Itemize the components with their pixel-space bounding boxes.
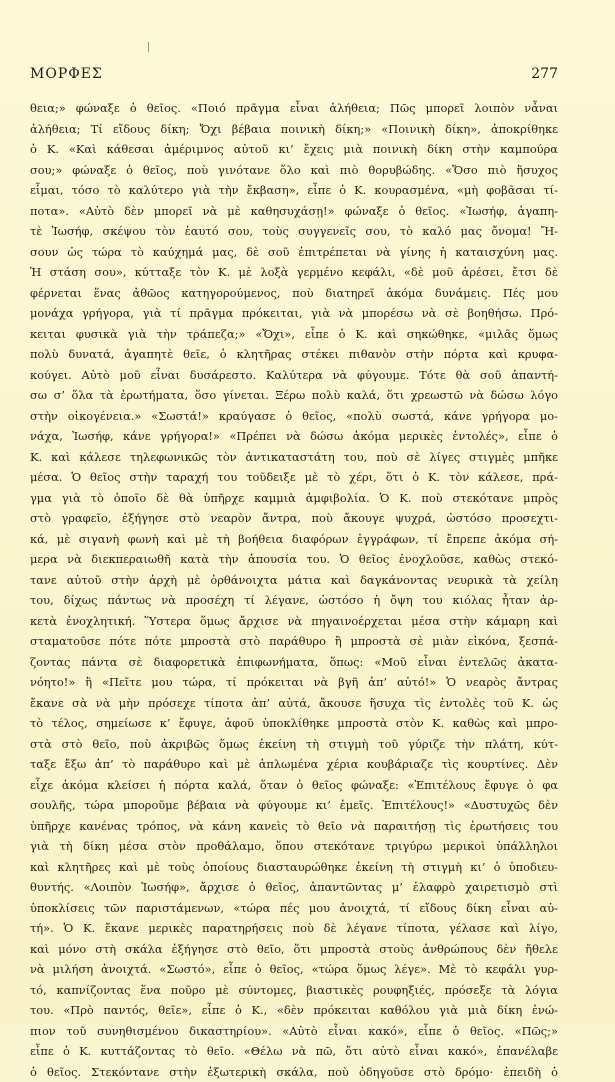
text-line: ὑποκλίσεις τῶν παριστάμενων, «τώρα πές μου ἀνοιχτά, τί εἴδους δίκη εἶναι αὐ- [30,898,558,919]
text-line: φέρνεται ἕνας ἀθῶος κατηγορούμενος, ποὺ διατηρεῖ ἀκόμα δυνάμεις. Πές μου [30,283,558,304]
text-line: τανε αὐτοῦ στὴν ἀρχὴ μὲ ὀρθάνοιχτα μάτια καὶ δαγκάνοντας νευρικὰ τὰ χείλη [30,570,558,591]
text-line: ἔκανε σὰ νὰ μὴν πρόσεχε τίποτα ἀπ’ αὐτά, ἄκουσε ἥσυχα τὶς ἐντολὲς τοῦ Κ. ὡς [30,693,558,714]
text-line: του, δίχως πάντως νὰ προσέχη τί λέγανε, ὡστόσο ἡ ὄψη του κιόλας ἦταν ἀρ- [30,590,558,611]
text-line: νὰ μιλήση ἀνοιχτά. «Σωστό», εἶπε ὁ θεῖος, «τώρα ὅμως λέγε». Μὲ τὸ κεφάλι γυρ- [30,959,558,980]
text-line: τή». Ὁ Κ. ἔκανε μερικὲς παρατηρήσεις ποὺ δὲ λέγανε τίποτα, γέλασε καὶ λίγο, [30,918,558,939]
text-line: κετὰ ἐνοχλητική. Ὕστερα ὅμως ἄρχισε νὰ πηγαινοέρχεται μέσα στὴν κάμαρη καὶ [30,611,558,632]
text-line: σταματοῦσε πότε πότε μπροστὰ στὸ παράθυρο ἢ μπροστὰ σὲ μιὰν εἰκόνα, ξεσπά- [30,631,558,652]
text-line: νάχα, Ἰωσήφ, κάνε γρήγορα!» «Πρέπει νὰ δώσω ἀκόμα μερικὲς ἐντολές», εἶπε ὁ [30,426,558,447]
text-line: θεια;» φώναξε ὁ θεῖος. «Ποιό πρᾶγμα εἶναι ἀλήθεια; Πῶς μπορεῖ λοιπὸν νἆναι [30,98,558,119]
text-line: σουν ὡς τώρα τὸ καύχημά μας, δὲ σοῦ ἐπιτρέπεται νὰ γίνης ἡ καταισχύνη μας. [30,242,558,263]
text-line: πολὺ δυνατά, ἀγαπητὲ θεῖε, ὁ κλητῆρας στέκει πιθανὸν στὴν πόρτα καὶ κρυφα- [30,344,558,365]
text-line: στὰ στὸ θεῖο, ποὺ ἀκριβῶς ὅμως ἐκείνη τὴ στιγμὴ τοῦ γύριζε τὴν πλάτη, κύτ- [30,734,558,755]
text-line: κά, μὲ σιγανὴ φωνὴ καὶ μὲ τὴ βοήθεια διαφόρων ἐγγράφων, τί ἔπρεπε ἀκόμα σή- [30,529,558,550]
text-line: ἀλήθεια; Τί εἴδους δίκη; Ὄχι βέβαια ποινικὴ δίκη;» «Ποινικὴ δίκη», ἀποκρίθηκε [30,119,558,140]
text-line: κούγει. Αὐτὸ μοῦ εἶναι δυσάρεστο. Καλύτερα νὰ φύγουμε. Τότε θὰ σοῦ ἀπαντή- [30,365,558,386]
text-line: ποτα». «Αὐτὸ δὲν μπορεῖ νὰ μὲ καθησυχάσῃ!» φώναξε ὁ θεῖος. «Ἰωσήφ, ἀγαπη- [30,201,558,222]
text-line: Ἡ στάση σου», κύτταξε τὸν Κ. μὲ λοξὰ γερμένο κεφάλι, «δὲ μοῦ ἀρέσει, ἔτσι δὲ [30,262,558,283]
text-line: ὁ θεῖος. Στεκόντανε στὴν ἐξωτερικὴ σκάλα, ποὺ ὁδηγοῦσε στὸ δρόμο· ἐπειδὴ ὁ [30,1062,558,1082]
text-line: ταξε ἔξω ἀπ’ τὸ παράθυρο καὶ μὲ ἁπλωμένα χέρια κουβάριαζε τὶς κουρτίνες. Δὲν [30,754,558,775]
text-line: σου;» φώναξε ὁ θεῖος, ποὺ γινότανε ὅλο καὶ πιὸ θορυβώδης. «Ὅσο πιὸ ἥσυχος [30,160,558,181]
text-line: εἶμαι, τόσο τὸ καλύτερο γιὰ τὴν ἔκβαση», εἶπε ὁ Κ. κουρασμένα, «μὴ φοβᾶσαι τί- [30,180,558,201]
running-title: ΜΟΡΦΕΣ [30,66,103,82]
body-text [30,98,558,1082]
text-line: ὁ Κ. «Καὶ κάθεσαι ἀμέριμνος αὐτοῦ κι’ ἔχεις μιὰ ποινικὴ δίκη στὴν καμπούρα [30,139,558,160]
margin-mark [148,42,149,52]
text-line: καὶ μόνο στὴ σκάλα ἐξήγησε στὸ θεῖο, ὅτι μπροστὰ στοὺς ἀνθρώπους δὲν ἤθελε [30,939,558,960]
page-number: 277 [531,66,558,82]
text-line: νόητο!» ἢ «Πεῖτε μου τώρα, τί πρόκειται νὰ βγῆ ἀπ’ αὐτό!» Ὁ νεαρὸς ἄντρας [30,672,558,693]
text-line: τὲ Ἰωσήφ, σκέψου τὸν ἑαυτό σου, τοὺς συγγενεῖς σου, τὸ καλό μας ὄνομα! Ἤ- [30,221,558,242]
text-line: πιον τοῦ συνηθισμένου δικαστηρίου». «Αὐτὸ εἶναι κακό», εἶπε ὁ θεῖος. «Πῶς;» [30,1021,558,1042]
text-line: καὶ κλητῆρες καὶ μὲ τοὺς ὁποίους διασταυρώθηκε ἐκείνη τὴ στιγμὴ κι’ ὁ ὑποδιευ- [30,857,558,878]
text-line: εἶπε ὁ Κ. κυττάζοντας τὸ θεῖο. «Θέλω νὰ πῶ, ὅτι αὐτὸ εἶναι κακό», ἐπανέλαβε [30,1041,558,1062]
text-line: θυντής. «Λοιπὸν Ἰωσήφ», ἄρχισε ὁ θεῖος, ἀπαντῶντας μ’ ἐλαφρὸ χαιρετισμὸ στὶ [30,877,558,898]
text-line: του. «Πρὸ παντός, θεῖε», εἶπε ὁ Κ., «δὲν πρόκειται καθόλου γιὰ μιὰ δίκη ἐνώ- [30,1000,558,1021]
text-line: Κ. καὶ κάλεσε τηλεφωνικῶς τὸν ἀντικαταστάτη του, ποὺ σὲ λίγες στιγμὲς μπῆκε [30,447,558,468]
text-line: στὸ γραφεῖο, ἐξήγησε στὸ νεαρὸν ἄντρα, ποὺ ἄκουγε ψυχρά, ὡστόσο προσεχτι- [30,508,558,529]
text-line: γιὰ τὴ δίκη μέσα στὸν προθάλαμο, ὅπου στεκότανε τριγύρω μερικοὶ ὑπάλληλοι [30,836,558,857]
text-line: στὴν οἰκογένεια.» «Σωστά!» κραύγασε ὁ θεῖος, «πολὺ σωστά, κάνε γρήγορα μο- [30,406,558,427]
text-line: μερα νὰ διεκπεραιωθῆ κατὰ τὴν ἀπουσία του. Ὁ θεῖος ἐνοχλοῦσε, καθὼς στεκό- [30,549,558,570]
text-line: σω σ’ ὅλα τὰ ἐρωτήματα, ὅσο γίνεται. Ξέρω πολὺ καλά, ὅτι χρεωστῶ νὰ δώσω λόγο [30,385,558,406]
text-line: τό, καπνίζοντας ἕνα ποῦρο μὲ σύντομες, βιαστικὲς ρουφηξιές, πρόσεξε τὰ λόγια [30,980,558,1001]
text-line: τὸ τέλος, σημείωσε κ’ ἔφυγε, ἀφοῦ ὑποκλίθηκε μπροστὰ στὸν Κ. καθὼς καὶ μπρο- [30,713,558,734]
text-line: εἶχε ἀκόμα κλείσει ἡ πόρτα καλά, ὅταν ὁ θεῖος φώναξε: «Ἐπιτέλους ἔφυγε ὁ φα [30,775,558,796]
text-line: μονάχα γρήγορα, γιὰ τί πρᾶγμα πρόκειται, γιὰ νὰ μπορέσω νὰ σὲ βοηθήσω. Πρό- [30,303,558,324]
text-line: σουλῆς, τώρα μποροῦμε βέβαια νὰ φύγουμε κι’ ἐμεῖς. Ἐπιτέλους!» «Δυστυχῶς δὲν [30,795,558,816]
text-line: ζοντας πάντα σὲ διαφορετικὰ ἐπιφωνήματα, ὅπως: «Μοῦ εἶναι ἐντελῶς ἀκατα- [30,652,558,673]
text-line: γμα γιὰ τὸ ὁποῖο δὲ θὰ ὑπῆρχε καμμιὰ ἀμφιβολία. Ὁ Κ. ποὺ στεκότανε μπρὸς [30,488,558,509]
page-header [30,66,558,86]
text-line: μέσα. Ὁ θεῖος στὴν ταραχή του τοῦδειξε μὲ τὸ χέρι, ὅτι ὁ Κ. τὸν κάλεσε, πρά- [30,467,558,488]
text-line: ὑπῆρχε κανένας τρόπος, νὰ κάνη κανεὶς τὸ θεῖο νὰ παραιτήσῃ τὶς ἐρωτήσεις του [30,816,558,837]
text-line: κειται φυσικὰ γιὰ τὴν τράπεζα;» «Ὄχι», εἶπε ὁ Κ. καὶ σηκώθηκε, «μιλᾶς ὅμως [30,324,558,345]
